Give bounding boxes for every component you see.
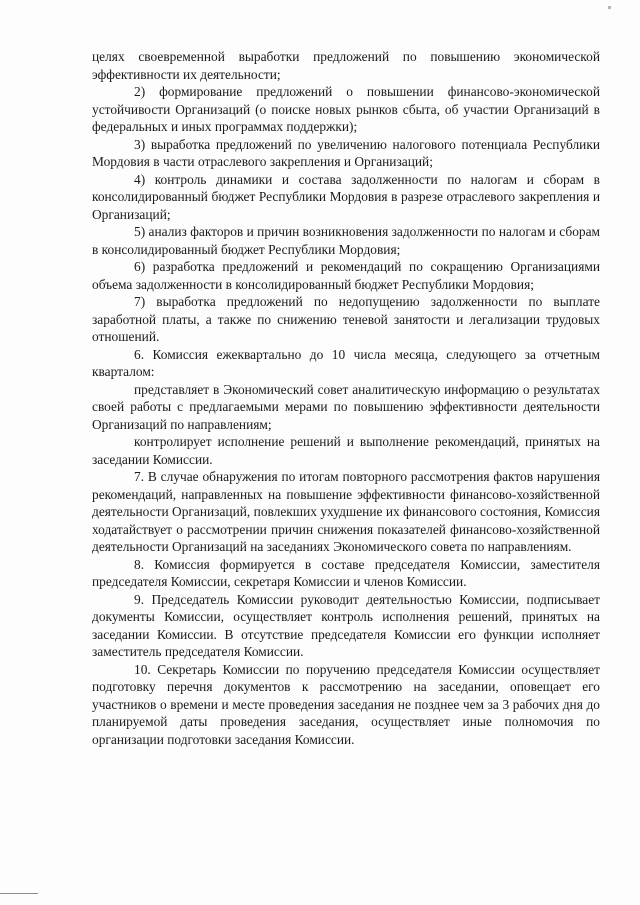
- paragraph-item-7: 7) выработка предложений по недопущению задолженности по выплате заработной платы, а также по снижению теневой занятости и легализации трудовых отношений.: [92, 294, 600, 344]
- paragraph-continuation: целях своевременной выработки предложений по повышению экономической эффективности их деятельности;: [92, 49, 600, 82]
- paragraph-section-7: 7. В случае обнаружения по итогам повторного рассмотрения фактов нарушения рекомендаций, направленных на повышение эффективности финансово-хозяйственной деятельности Организаций, повлекших ухудшение их финансового состояния, Комиссия ходатайствует о рассмотрении причин снижения показателей финансово-хозяйственной деятельности Организаций на заседаниях Экономического совета по направлениям.: [92, 469, 600, 554]
- document-body: [92, 48, 600, 748]
- paragraph-item-3: 3) выработка предложений по увеличению налогового потенциала Республики Мордовия в части отраслевого закрепления и Организаций;: [92, 136, 600, 169]
- paragraph-item-4: 4) контроль динамики и состава задолженности по налогам и сборам в консолидированный бюджет Республики Мордовия в разрезе отраслевого закрепления и Организаций;: [92, 171, 600, 222]
- paragraph-section-6-duty-2: контролирует исполнение решений и выполнение рекомендаций, принятых на заседании Комиссии.: [92, 434, 600, 467]
- footer-rule: [0, 893, 38, 894]
- paragraph-item-6: 6) разработка предложений и рекомендаций по сокращению Организациями объема задолженности в консолидированный бюджет Республики Мордовия;: [92, 259, 600, 292]
- paragraph-item-5: 5) анализ факторов и причин возникновения задолженности по налогам и сборам в консолидированный бюджет Республики Мордовия;: [92, 224, 600, 257]
- paragraph-section-6: 6. Комиссия ежеквартально до 10 числа месяца, следующего за отчетным кварталом:: [92, 346, 600, 379]
- paragraph-section-8: 8. Комиссия формируется в составе председателя Комиссии, заместителя председателя Комиссии, секретаря Комиссии и членов Комиссии.: [92, 556, 600, 589]
- paragraph-section-6-duty-1: представляет в Экономический совет аналитическую информацию о результатах своей работы с предлагаемыми мерами по повышению эффективности деятельности Организаций по направлениям;: [92, 381, 600, 432]
- scan-artifact: [608, 6, 611, 9]
- paragraph-section-10: 10. Секретарь Комиссии по поручению председателя Комиссии осуществляет подготовку перечня документов к рассмотрению на заседании, оповещает его участников о времени и месте проведения заседания не позднее чем за 3 рабочих дня до планируемой даты проведения заседания, осуществляет иные полномочия по организации подготовки заседания Комиссии.: [92, 661, 600, 747]
- paragraph-section-9: 9. Председатель Комиссии руководит деятельностью Комиссии, подписывает документы Комиссии, осуществляет контроль исполнения решений, принятых на заседании Комиссии. В отсутствие председателя Комиссии его функции исполняет заместитель председателя Комиссии.: [92, 591, 600, 659]
- paragraph-item-2: 2) формирование предложений о повышении финансово-экономической устойчивости Организаций (о поиске новых рынков сбыта, об участии Организаций в федеральных и иных программах поддержки);: [92, 84, 600, 134]
